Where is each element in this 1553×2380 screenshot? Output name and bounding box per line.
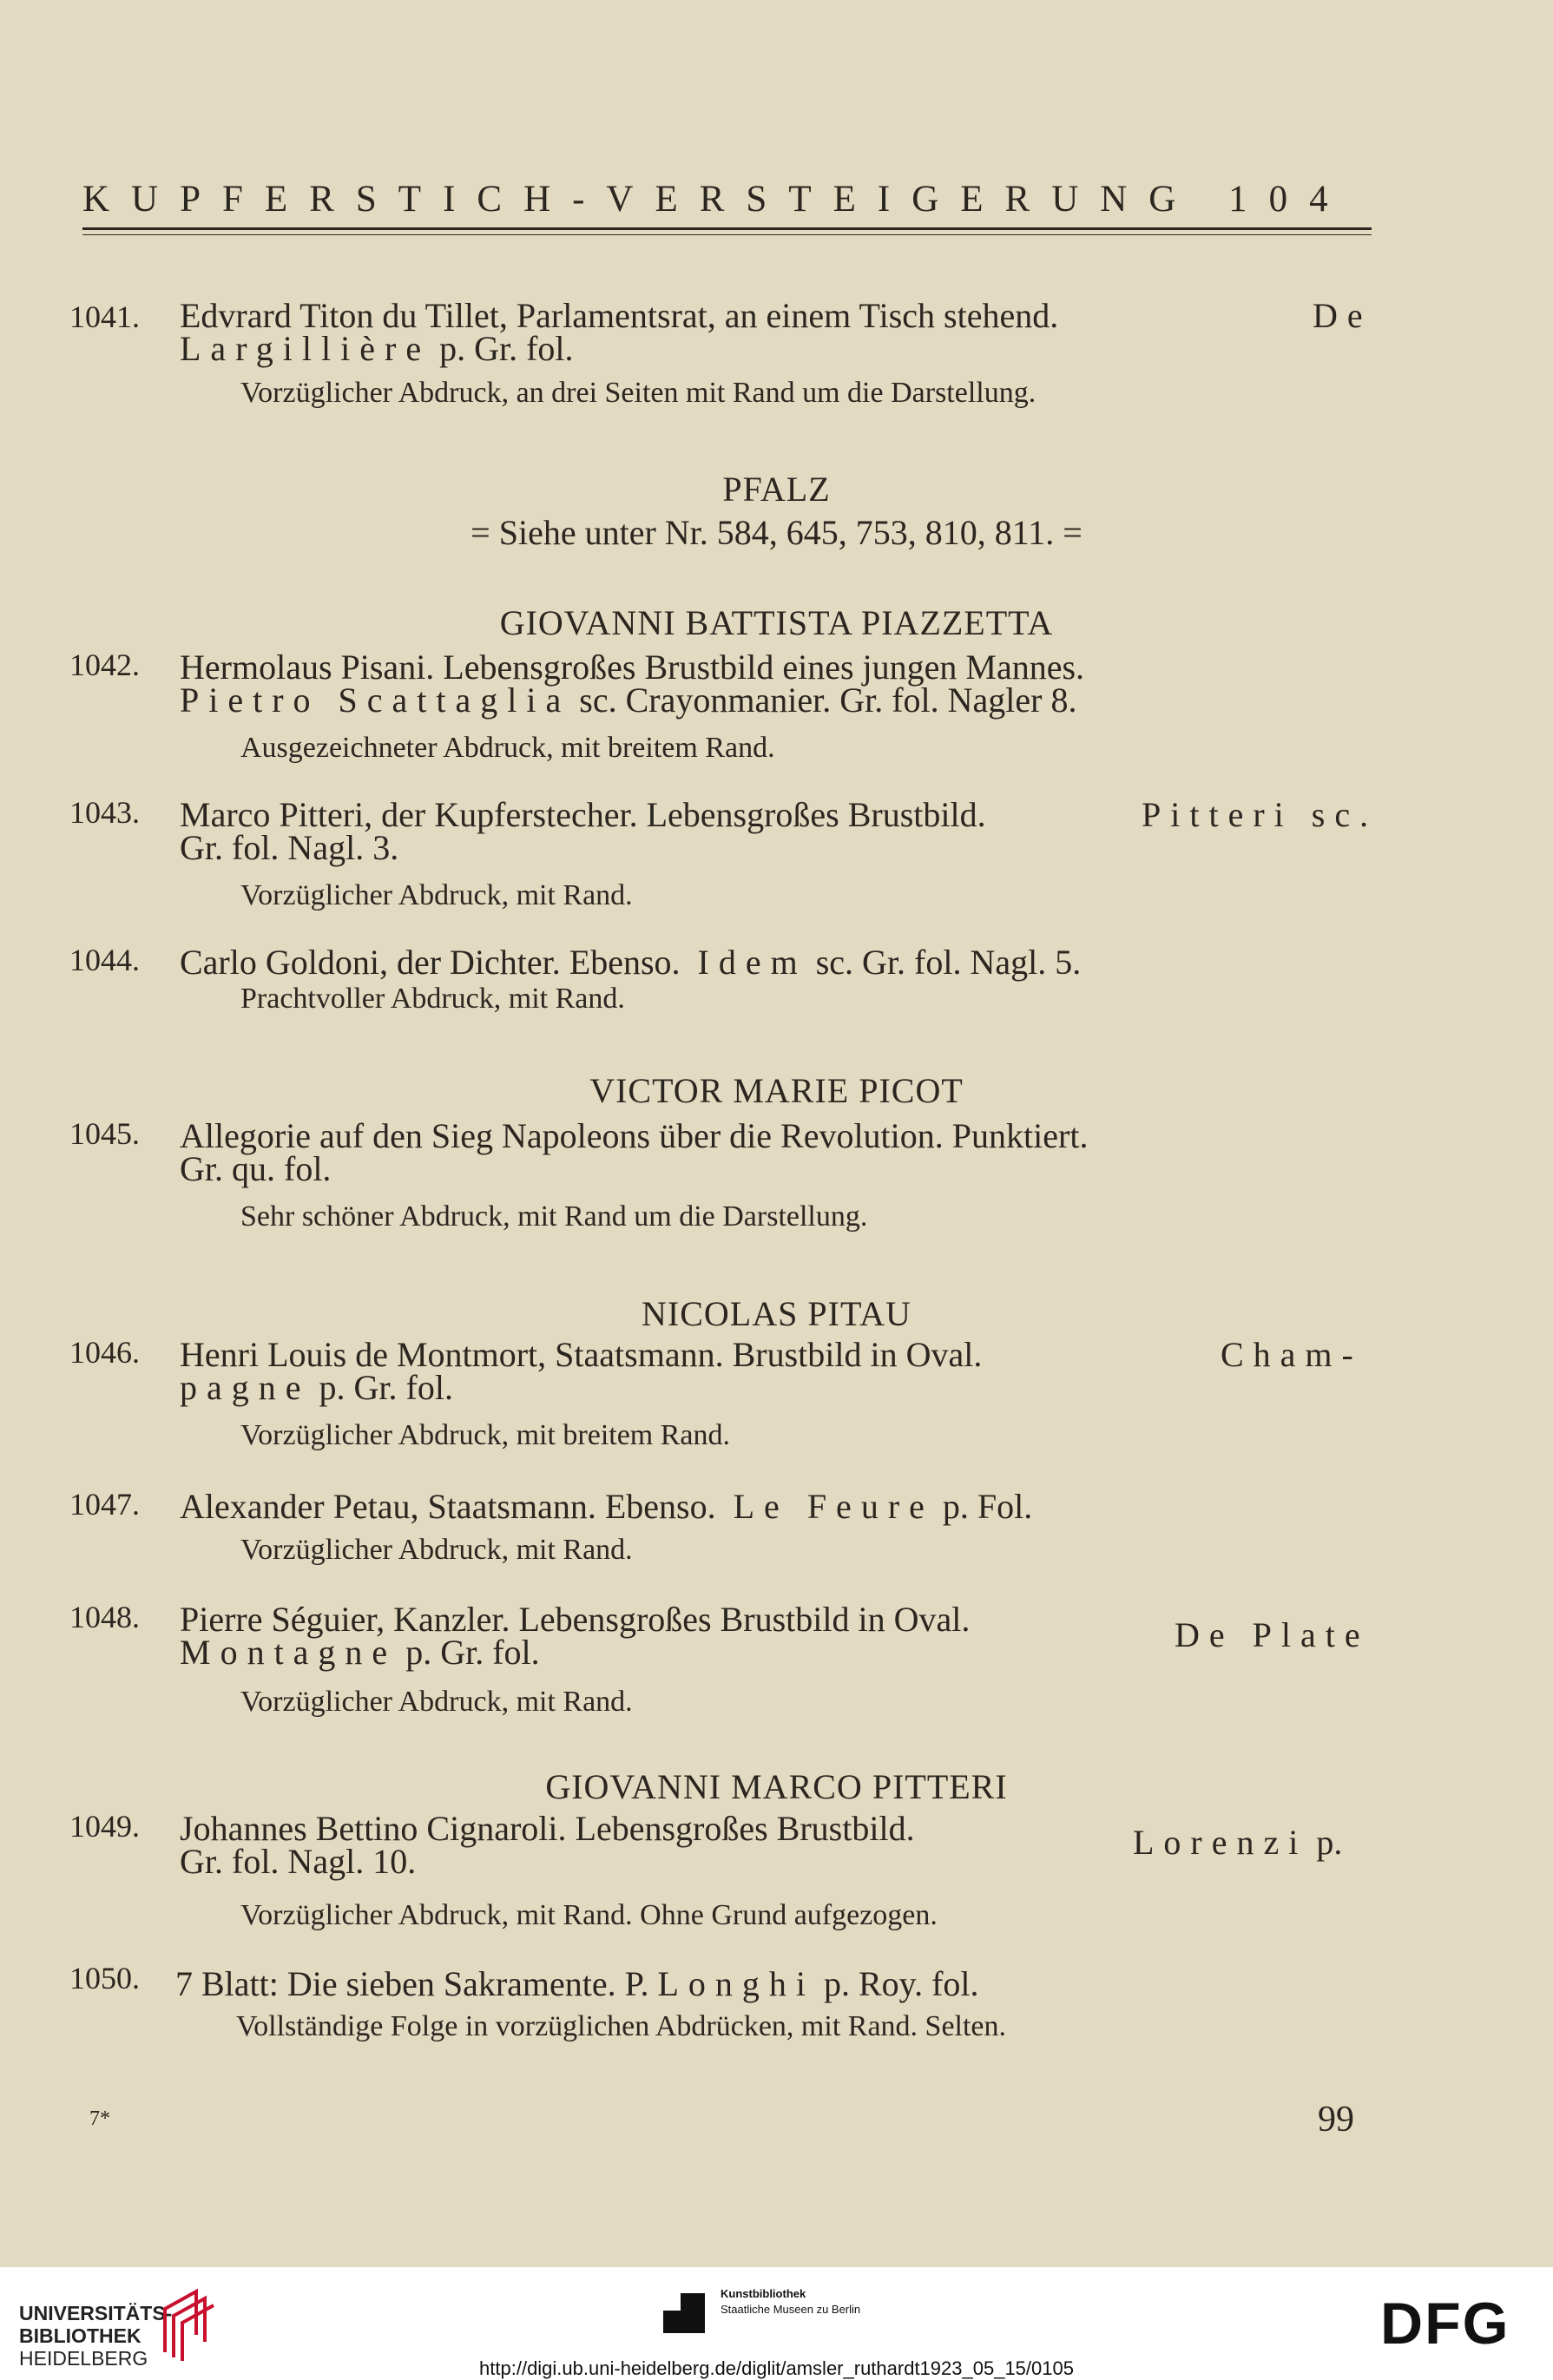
page-header: KUPFERSTICH-VERSTEIGERUNG 104 bbox=[82, 179, 1350, 220]
entry-title: Alexander Petau, Staatsmann. Ebenso. Le Feure p. Fol. bbox=[180, 1487, 1033, 1526]
entry-condition: Vollständige Folge in vorzüglichen Abdrücken, mit Rand. Selten. bbox=[236, 2010, 1007, 2042]
entry-condition: Vorzüglicher Abdruck, mit Rand. bbox=[240, 879, 633, 911]
entry-title: Johannes Bettino Cignaroli. Lebensgroßes Brustbild. bbox=[180, 1809, 915, 1848]
kb-line-2: Staatliche Museen zu Berlin bbox=[721, 2303, 861, 2316]
artist-name: Le Feure bbox=[733, 1487, 934, 1526]
entry-number: 1044. bbox=[69, 943, 140, 977]
entry-title: Hermolaus Pisani. Lebensgroßes Brustbild eines jungen Mannes. bbox=[180, 648, 1085, 687]
entry-title: 7 Blatt: Die sieben Sakramente. P. Longhi p. Roy. fol. bbox=[175, 1964, 979, 2003]
entry-details: Gr. fol. Nagl. 3. bbox=[180, 828, 399, 867]
ub-logo-icon[interactable] bbox=[158, 2283, 219, 2363]
section-heading: VICTOR MARIE PICOT bbox=[589, 1071, 964, 1110]
signature-mark: 7* bbox=[89, 2107, 110, 2130]
artist-name: Longhi bbox=[657, 1964, 815, 2003]
dfg-logo-text: DFG bbox=[1380, 2295, 1510, 2349]
section-heading: NICOLAS PITAU bbox=[642, 1294, 911, 1333]
entry-number: 1045. bbox=[69, 1116, 140, 1151]
entry-details: Pietro Scattaglia sc. Crayonmanier. Gr. fol. Nagler 8. bbox=[180, 680, 1077, 720]
entry-artist: De Plate bbox=[1175, 1615, 1370, 1654]
entry-condition: Vorzüglicher Abdruck, an drei Seiten mit Rand um die Darstellung. bbox=[240, 377, 1036, 409]
kunstbibliothek-label bbox=[721, 2286, 860, 2318]
permalink-url[interactable]: http://digi.ub.uni-heidelberg.de/diglit/amsler_ruthardt1923_05_15/0105 bbox=[479, 2357, 1074, 2379]
entry-number: 1050. bbox=[69, 1961, 140, 1995]
entry-details: Gr. qu. fol. bbox=[180, 1149, 332, 1188]
entry-title: Henri Louis de Montmort, Staatsmann. Brustbild in Oval. bbox=[180, 1335, 983, 1374]
artist-name: Idem bbox=[697, 943, 807, 982]
entry-number: 1041. bbox=[69, 299, 140, 334]
dfg-logo-icon[interactable] bbox=[1380, 2295, 1532, 2349]
header-rule-thin bbox=[82, 234, 1372, 235]
entry-condition: Prachtvoller Abdruck, mit Rand. bbox=[240, 983, 625, 1015]
entry-condition: Vorzüglicher Abdruck, mit Rand. Ohne Grund aufgezogen. bbox=[240, 1899, 938, 1931]
entry-details: Largillière p. Gr. fol. bbox=[180, 329, 574, 368]
entry-number: 1048. bbox=[69, 1600, 140, 1634]
page-number: 99 bbox=[1318, 2100, 1354, 2140]
entry-title: Allegorie auf den Sieg Napoleons über die Revolution. Punktiert. bbox=[180, 1116, 1089, 1155]
entry-condition: Vorzüglicher Abdruck, mit Rand. bbox=[240, 1534, 633, 1566]
entry-number: 1043. bbox=[69, 795, 140, 830]
entry-number: 1047. bbox=[69, 1487, 140, 1522]
section-heading: GIOVANNI MARCO PITTERI bbox=[545, 1767, 1008, 1806]
entry-condition: Vorzüglicher Abdruck, mit breitem Rand. bbox=[240, 1419, 731, 1451]
section-heading: PFALZ bbox=[722, 470, 831, 509]
entry-condition: Sehr schöner Abdruck, mit Rand um die Darstellung. bbox=[240, 1200, 868, 1233]
cross-reference: = Siehe unter Nr. 584, 645, 753, 810, 811. = bbox=[471, 513, 1082, 552]
artist-name: Montagne bbox=[180, 1633, 398, 1672]
artist-name: pagne bbox=[180, 1368, 311, 1407]
entry-title: Carlo Goldoni, der Dichter. Ebenso. Idem sc. Gr. fol. Nagl. 5. bbox=[180, 943, 1082, 982]
artist-name: Lorenzi bbox=[1133, 1823, 1308, 1862]
kunstbibliothek-logo-icon[interactable] bbox=[660, 2285, 714, 2338]
entry-title: Edvrard Titon du Tillet, Parlamentsrat, an einem Tisch stehend. bbox=[180, 296, 1059, 335]
footer-bar bbox=[0, 2267, 1553, 2380]
entry-number: 1042. bbox=[69, 648, 140, 682]
section-heading: GIOVANNI BATTISTA PIAZZETTA bbox=[499, 603, 1054, 642]
ub-line-2: BIBLIOTHEK bbox=[19, 2324, 141, 2347]
artist-name: Pietro Scattaglia bbox=[180, 680, 571, 720]
entry-artist: De bbox=[1313, 296, 1372, 335]
ub-line-3: HEIDELBERG bbox=[19, 2347, 148, 2370]
kb-line-1: Kunstbibliothek bbox=[721, 2287, 806, 2300]
entry-details: Montagne p. Gr. fol. bbox=[180, 1633, 540, 1672]
ub-line-1: UNIVERSITÄTS- bbox=[19, 2302, 173, 2324]
header-rule bbox=[82, 227, 1372, 230]
entry-artist: Pitteri sc. bbox=[1142, 795, 1379, 834]
entry-artist: Cham- bbox=[1221, 1335, 1363, 1374]
entry-condition: Ausgezeichneter Abdruck, mit breitem Rand. bbox=[240, 732, 775, 764]
entry-details: pagne p. Gr. fol. bbox=[180, 1368, 453, 1407]
entry-title: Pierre Séguier, Kanzler. Lebensgroßes Brustbild in Oval. bbox=[180, 1600, 971, 1639]
entry-number: 1046. bbox=[69, 1335, 140, 1370]
artist-name: Largillière bbox=[180, 329, 431, 368]
entry-details: Gr. fol. Nagl. 10. bbox=[180, 1842, 417, 1881]
entry-number: 1049. bbox=[69, 1809, 140, 1844]
entry-artist: Lorenzi p. bbox=[1133, 1823, 1343, 1862]
entry-condition: Vorzüglicher Abdruck, mit Rand. bbox=[240, 1686, 633, 1718]
entry-title: Marco Pitteri, der Kupferstecher. Lebensgroßes Brustbild. bbox=[180, 795, 986, 834]
